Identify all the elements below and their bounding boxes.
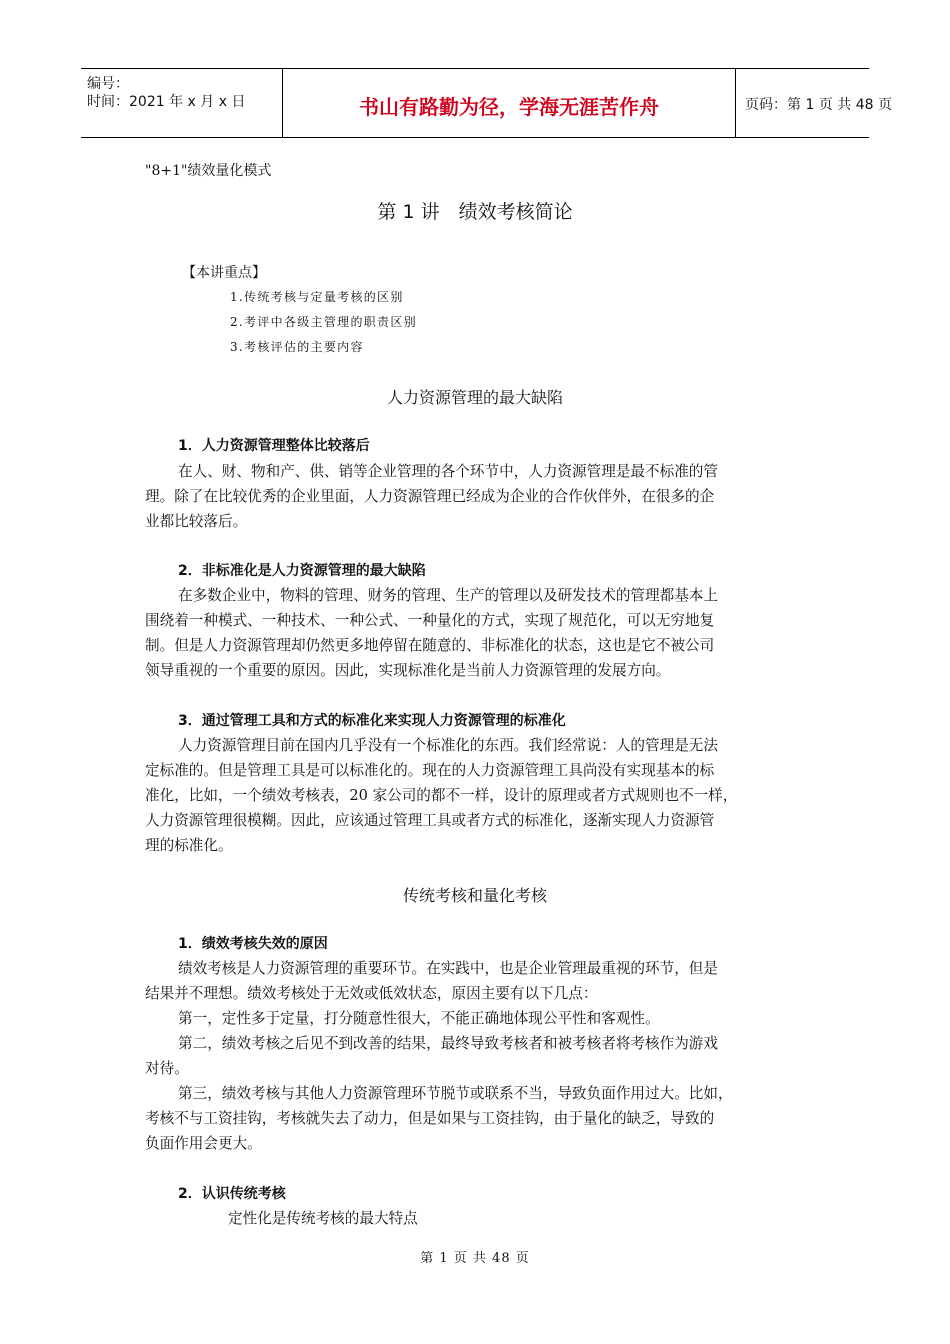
page-header bbox=[81, 68, 892, 138]
focus-label: 【本讲重点】 bbox=[182, 265, 266, 281]
paragraph-line: 围绕着一种模式、一种技术、一种公式、一种量化的方式，实现了规范化，可以无穷地复 bbox=[145, 612, 715, 629]
date-label: 时间：2021 年 x 月 x 日 bbox=[87, 94, 246, 110]
header-page-cell bbox=[735, 69, 892, 137]
model-title: "8+1"绩效量化模式 bbox=[145, 163, 272, 179]
reason-line: 考核不与工资挂钩，考核就失去了动力，但是如果与工资挂钩，由于量化的缺乏，导致的 bbox=[145, 1110, 715, 1127]
motto: 书山有路勤为径，学海无涯苦作舟 bbox=[359, 95, 659, 119]
reason-line: 对待。 bbox=[145, 1060, 189, 1077]
key-point: 2.考评中各级主管理的职责区别 bbox=[230, 315, 417, 329]
key-point: 3.考核评估的主要内容 bbox=[230, 340, 364, 354]
subheading: 1．绩效考核失效的原因 bbox=[178, 936, 328, 952]
paragraph-line: 业都比较落后。 bbox=[145, 513, 248, 530]
page-code: 页码：第 1 页 共 48 页 bbox=[745, 97, 892, 113]
paragraph-line: 领导重视的一个重要的原因。因此，实现标准化是当前人力资源管理的发展方向。 bbox=[145, 662, 671, 679]
page-footer: 第 1 页 共 48 页 bbox=[420, 1251, 530, 1266]
paragraph-line: 理。除了在比较优秀的企业里面，人力资源管理已经成为企业的合作伙伴外，在很多的企 bbox=[145, 488, 715, 505]
paragraph-line: 理的标准化。 bbox=[145, 837, 233, 854]
header-meta bbox=[81, 69, 281, 137]
paragraph-line: 人力资源管理目前在国内几乎没有一个标准化的东西。我们经常说：人的管理是无法 bbox=[178, 737, 718, 754]
paragraph-line: 制。但是人力资源管理却仍然更多地停留在随意的、非标准化的状态，这也是它不被公司 bbox=[145, 637, 715, 654]
serial-label: 编号： bbox=[87, 76, 129, 92]
subheading: 2．非标准化是人力资源管理的最大缺陷 bbox=[178, 563, 426, 579]
key-point: 1.传统考核与定量考核的区别 bbox=[230, 290, 404, 304]
paragraph-line: 定标准的。但是管理工具是可以标准化的。现在的人力资源管理工具尚没有实现基本的标 bbox=[145, 762, 715, 779]
paragraph-line: 在人、财、物和产、供、销等企业管理的各个环节中，人力资源管理是最不标准的管 bbox=[178, 463, 718, 480]
reason-line: 第三，绩效考核与其他人力资源管理环节脱节或联系不当，导致负面作用过大。比如， bbox=[178, 1085, 733, 1102]
subheading: 1．人力资源管理整体比较落后 bbox=[178, 438, 370, 454]
section-title: 传统考核和量化考核 bbox=[402, 886, 547, 905]
paragraph-line: 准化，比如，一个绩效考核表，20 家公司的都不一样，设计的原理或者方式规则也不一样， bbox=[145, 787, 738, 804]
paragraph-line: 绩效考核是人力资源管理的重要环节。在实践中，也是企业管理最重视的环节，但是 bbox=[178, 960, 718, 977]
reason-line: 负面作用会更大。 bbox=[145, 1135, 262, 1152]
subheading: 2．认识传统考核 bbox=[178, 1186, 286, 1202]
subheading: 3．通过管理工具和方式的标准化来实现人力资源管理的标准化 bbox=[178, 713, 566, 729]
paragraph-line: 结果并不理想。绩效考核处于无效或低效状态，原因主要有以下几点： bbox=[145, 985, 598, 1002]
paragraph-line: 在多数企业中，物料的管理、财务的管理、生产的管理以及研发技术的管理都基本上 bbox=[178, 587, 718, 604]
reason-line: 第二，绩效考核之后见不到改善的结果，最终导致考核者和被考核者将考核作为游戏 bbox=[178, 1035, 718, 1052]
note-line: 定性化是传统考核的最大特点 bbox=[228, 1210, 418, 1227]
paragraph-line: 人力资源管理很模糊。因此，应该通过管理工具或者方式的标准化，逐渐实现人力资源管 bbox=[145, 812, 715, 829]
section-title: 人力资源管理的最大缺陷 bbox=[386, 388, 563, 407]
lecture-title: 第 1 讲 绩效考核简论 bbox=[377, 201, 573, 223]
reason-line: 第一，定性多于定量，打分随意性很大，不能正确地体现公平性和客观性。 bbox=[178, 1010, 660, 1027]
header-motto-cell bbox=[282, 69, 736, 137]
